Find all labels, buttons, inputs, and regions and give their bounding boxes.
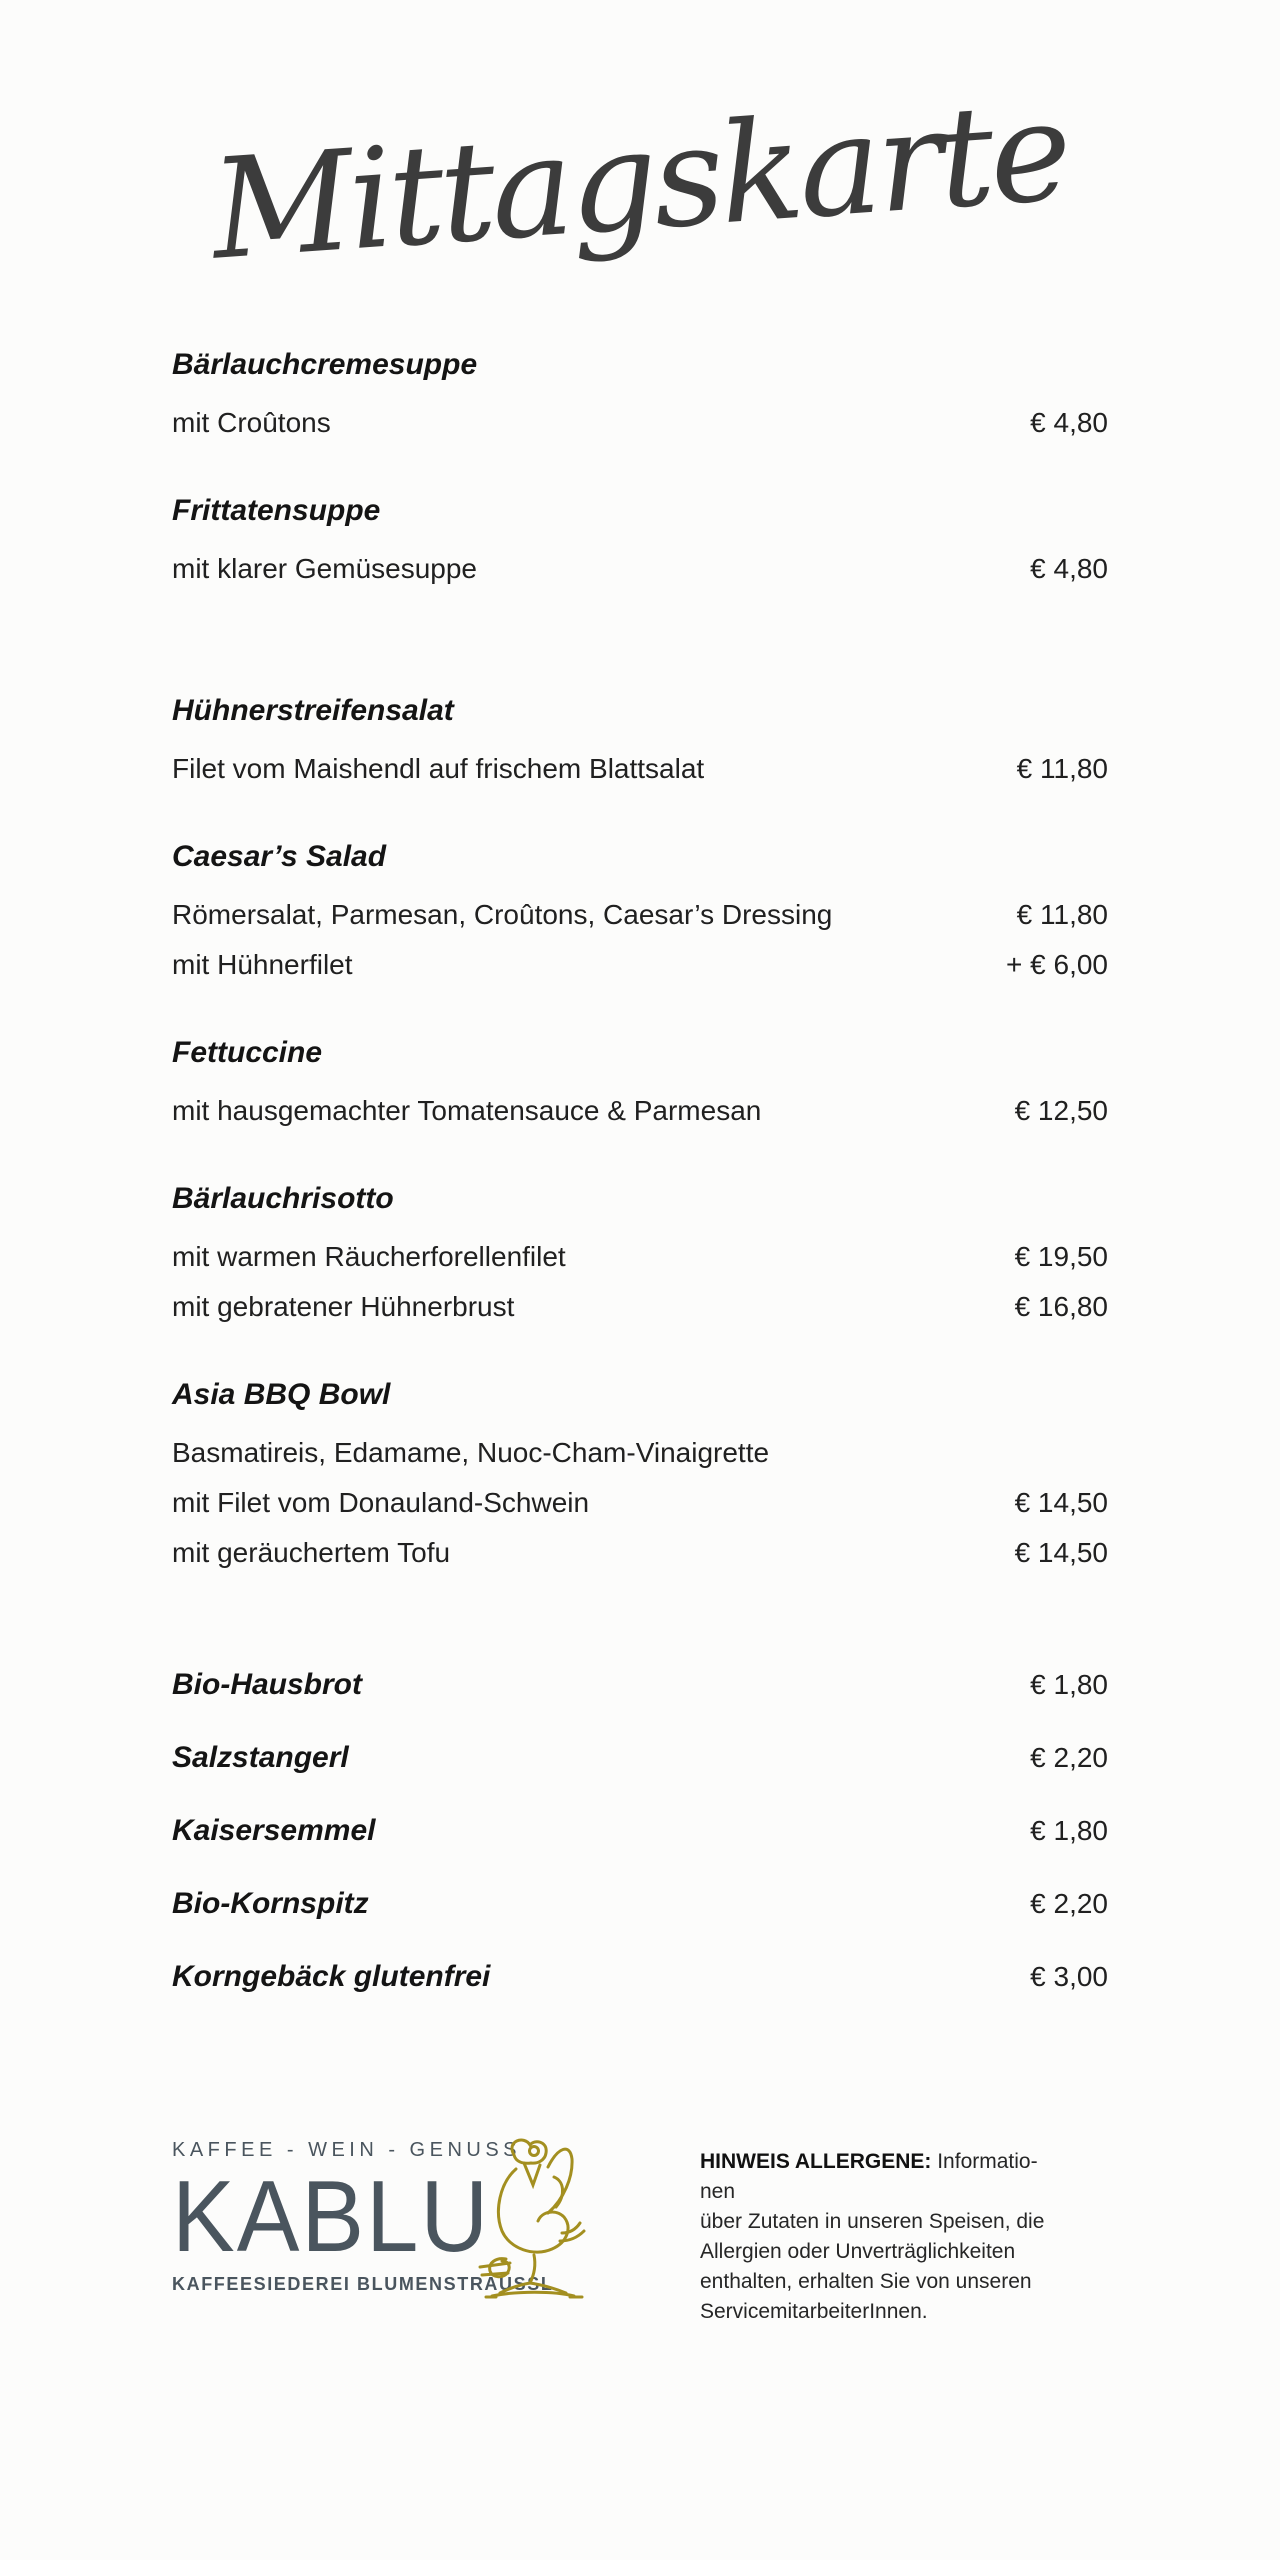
item-description-row <box>172 1478 1108 1528</box>
item-price: + € 6,00 <box>1006 949 1108 980</box>
item-price: € 4,80 <box>1030 553 1108 584</box>
menu-item <box>172 840 1108 990</box>
item-price: € 1,80 <box>1030 1815 1108 1846</box>
allergen-line: ServicemitarbeiterInnen. <box>700 2300 928 2323</box>
item-description: mit warmen Räucherforellenfilet <box>172 1241 566 1272</box>
allergen-label: HINWEIS ALLERGENE: <box>700 2150 932 2173</box>
item-description-row <box>172 940 1108 990</box>
menu-list <box>0 348 1280 1994</box>
allergen-line <box>700 2147 1100 2177</box>
item-name: Bio-Hausbrot <box>172 1668 362 1701</box>
allergen-line: über Zutaten in unseren Speisen, die <box>700 2210 1045 2233</box>
item-name: Frittatensuppe <box>172 494 381 527</box>
item-name: Korngebäck glutenfrei <box>172 1960 491 1993</box>
item-name: Kaisersemmel <box>172 1814 376 1847</box>
item-description-row <box>172 1282 1108 1332</box>
item-header <box>172 694 1108 728</box>
item-name: Caesar’s Salad <box>172 840 387 873</box>
item-description-row <box>172 1528 1108 1578</box>
item-header <box>172 1378 1108 1412</box>
item-price: € 3,00 <box>1030 1961 1108 1992</box>
item-description: mit Filet vom Donauland-Schwein <box>172 1487 590 1518</box>
item-name: Asia BBQ Bowl <box>172 1378 391 1411</box>
item-description: mit Hühnerfilet <box>172 949 353 980</box>
menu-group-mains <box>172 694 1108 1578</box>
title-area <box>0 0 1280 330</box>
item-price: € 4,80 <box>1030 407 1108 438</box>
footer <box>0 2139 1280 2327</box>
menu-item <box>172 1182 1108 1332</box>
item-name: Bärlauchcremesuppe <box>172 348 478 381</box>
item-price: € 12,50 <box>1014 1095 1108 1126</box>
menu-item <box>172 694 1108 794</box>
kablu-logo-text <box>172 2139 554 2295</box>
item-name: Fettuccine <box>172 1036 323 1069</box>
item-description-row <box>172 1086 1108 1136</box>
menu-item <box>172 1378 1108 1578</box>
item-price: € 16,80 <box>1014 1291 1108 1322</box>
item-description: Basmatireis, Edamame, Nuoc-Cham-Vinaigrette <box>172 1437 770 1468</box>
item-description-row <box>172 398 1108 448</box>
logo-tagline-top: KAFFEE - WEIN - GENUSS <box>172 2139 522 2161</box>
menu-group-breads <box>172 1668 1108 1994</box>
item-header <box>172 348 1108 382</box>
allergen-line: enthalten, erhalten Sie von unseren <box>700 2270 1032 2293</box>
bird-in-glass-icon <box>476 2133 594 2318</box>
item-header <box>172 1668 1108 1702</box>
item-price: € 2,20 <box>1030 1742 1108 1773</box>
item-header <box>172 840 1108 874</box>
logo-brand-name: KABLU <box>172 2159 491 2273</box>
item-description: mit klarer Gemüsesuppe <box>172 553 478 584</box>
menu-item <box>172 1741 1108 1775</box>
menu-item <box>172 1960 1108 1994</box>
item-description: Filet vom Maishendl auf frischem Blattsalat <box>172 753 705 784</box>
allergen-notice <box>700 2139 1100 2327</box>
allergen-line: Allergien oder Unverträglichkeiten <box>700 2240 1016 2263</box>
item-description-row <box>172 544 1108 594</box>
item-price: € 11,80 <box>1016 899 1108 930</box>
allergen-text: Informatio- <box>931 2150 1038 2173</box>
kablu-logo <box>172 2139 594 2318</box>
item-header <box>172 494 1108 528</box>
menu-item <box>172 1668 1108 1702</box>
logo-tagline-bottom: KAFFEESIEDEREI BLUMENSTRÄUSSL <box>172 2274 554 2294</box>
item-price: € 19,50 <box>1014 1241 1108 1272</box>
item-header <box>172 1036 1108 1070</box>
item-price: € 11,80 <box>1016 753 1108 784</box>
item-name: Salzstangerl <box>172 1741 349 1774</box>
item-description: mit gebratener Hühnerbrust <box>172 1291 515 1322</box>
item-price: € 2,20 <box>1030 1888 1108 1919</box>
item-header <box>172 1182 1108 1216</box>
item-description: mit hausgemachter Tomatensauce & Parmesan <box>172 1095 762 1126</box>
item-description-row <box>172 744 1108 794</box>
item-name: Bärlauchrisotto <box>172 1182 394 1215</box>
menu-item <box>172 1887 1108 1921</box>
item-description-row <box>172 890 1108 940</box>
menu-item <box>172 494 1108 594</box>
item-header <box>172 1960 1108 1994</box>
menu-item <box>172 1814 1108 1848</box>
item-price: € 14,50 <box>1014 1487 1108 1518</box>
item-description-row <box>172 1232 1108 1282</box>
item-name: Bio-Kornspitz <box>172 1887 369 1920</box>
menu-item <box>172 348 1108 448</box>
item-description: Römersalat, Parmesan, Croûtons, Caesar’s Dressing <box>172 899 833 930</box>
item-price: € 1,80 <box>1030 1669 1108 1700</box>
item-header <box>172 1887 1108 1921</box>
item-header <box>172 1741 1108 1775</box>
allergen-line: nen <box>700 2180 736 2203</box>
menu-group-soups <box>172 348 1108 594</box>
item-price: € 14,50 <box>1014 1537 1108 1568</box>
item-header <box>172 1814 1108 1848</box>
item-description-row <box>172 1428 1108 1478</box>
item-description: mit geräuchertem Tofu <box>172 1537 451 1568</box>
item-name: Hühnerstreifensalat <box>172 694 454 727</box>
item-description: mit Croûtons <box>172 407 331 438</box>
menu-item <box>172 1036 1108 1136</box>
page-title: Mittagskarte <box>206 69 1074 291</box>
